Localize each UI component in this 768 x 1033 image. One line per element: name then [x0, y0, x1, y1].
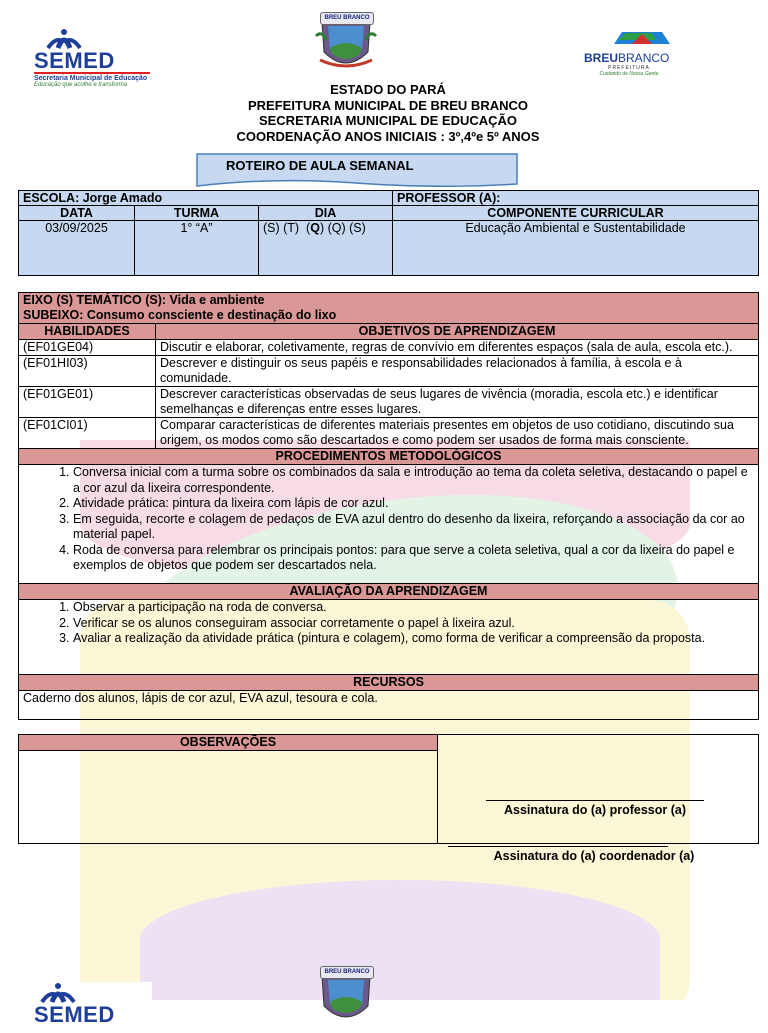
info-table — [18, 190, 759, 276]
semed-wordmark: SEMED — [34, 48, 115, 73]
table-row: (EF01GE01) Descrever características observadas de seus lugares de vivência (moradia, escola etc.) e identificar semelhanças e diferenças entre esses lugares. — [19, 387, 759, 418]
semed-logo: SEMED Secretaria Municipal de Educação Educação que acolhe e transforma — [34, 28, 150, 88]
breubranco-logo: BREUBRANCO PREFEITURA Cuidando de Nossa Gente — [584, 30, 702, 77]
plan-table — [18, 292, 759, 844]
procedimentos-list — [19, 465, 759, 584]
table-row: (EF01HI03) Descrever e distinguir os seus papéis e responsabilidades relacionados à família, à escola e à comunidade. — [19, 356, 759, 387]
coat-of-arms-icon: BREU BRANCO — [314, 12, 378, 74]
list-item: 3. Avaliar a realização da atividade prática (pintura e colagem), como forma de verificar a compreensão da proposta. — [73, 631, 754, 647]
data-value: 03/09/2025 — [19, 221, 135, 276]
professor-field: PROFESSOR (A): — [393, 191, 759, 206]
escola-field: ESCOLA: Jorge Amado — [19, 191, 393, 206]
semed-people-icon — [34, 28, 150, 50]
table-row: (EF01CI01) Comparar características de diferentes materiais presentes em objetos de uso cotidiano, discutindo sua origem, os modos como são descartados e como podem ser usados de forma mais consciente. — [19, 418, 759, 449]
subeixo: SUBEIXO: Consumo consciente e destinação do lixo — [19, 308, 759, 324]
col-turma: TURMA — [135, 206, 259, 221]
flag-icon — [612, 30, 672, 46]
observacoes-heading: OBSERVAÇÕES — [19, 735, 437, 751]
signature-professor: Assinatura do (a) professor (a) — [480, 800, 710, 817]
header-prefeitura: PREFEITURA MUNICIPAL DE BREU BRANCO — [248, 97, 528, 113]
signature-coordenador: Assinatura do (a) coordenador (a) — [448, 846, 728, 863]
list-item: 2. Verificar se os alunos conseguiram associar corretamente o papel à lixeira azul. — [73, 616, 754, 632]
list-item: 2. Atividade prática: pintura da lixeira com lápis de cor azul. — [73, 496, 754, 512]
header-state: ESTADO DO PARÁ — [330, 82, 446, 97]
eixo-tematico: EIXO (S) TEMÁTICO (S): Vida e ambiente — [19, 293, 759, 309]
recursos-heading: RECURSOS — [19, 675, 759, 691]
procedimentos-heading: PROCEDIMENTOS METODOLÓGICOS — [19, 449, 759, 465]
semed-people-icon — [28, 982, 152, 1004]
componente-value: Educação Ambiental e Sustentabilidade — [393, 221, 759, 276]
coat-of-arms-icon: BREU BRANCO — [314, 966, 378, 1028]
semed-logo-footer: SEMED — [28, 982, 152, 1026]
document-header — [0, 82, 768, 144]
list-item: 4. Roda de conversa para relembrar os principais pontos: para que serve a coleta seletiva, qual a cor da lixeira do papel e exemplos de objetos que podem ser descartados nela. — [73, 543, 754, 574]
dia-value: (S) (T) (Q) (Q) (S) — [259, 221, 393, 276]
header-coordenacao: COORDENAÇÃO ANOS INICIAIS : 3º,4ºe 5º ANOS — [236, 128, 540, 144]
table-row: (EF01GE04) Discutir e elaborar, coletivamente, regras de convívio em diferentes espaços (sala de aula, escola etc.). — [19, 340, 759, 356]
list-item: 1. Conversa inicial com a turma sobre os combinados da sala e introdução ao tema da coleta seletiva, destacando o papel e a cor azul da lixeira correspondente. — [73, 465, 754, 496]
title-banner — [196, 153, 518, 187]
avaliacao-heading: AVALIAÇÃO DA APRENDIZAGEM — [19, 584, 759, 600]
list-item: 1. Observar a participação na roda de conversa. — [73, 600, 754, 616]
turma-value: 1° “A” — [135, 221, 259, 276]
list-item: 3. Em seguida, recorte e colagem de pedaços de EVA azul dentro do desenho da lixeira, reforçando a associação da cor ao material papel. — [73, 512, 754, 543]
observacoes-block — [19, 735, 759, 844]
col-dia: DIA — [259, 206, 393, 221]
col-habilidades: HABILIDADES — [19, 324, 156, 340]
col-componente: COMPONENTE CURRICULAR — [393, 206, 759, 221]
col-objetivos: OBJETIVOS DE APRENDIZAGEM — [156, 324, 759, 340]
col-data: DATA — [19, 206, 135, 221]
page-title: ROTEIRO DE AULA SEMANAL — [226, 158, 414, 173]
avaliacao-list — [19, 600, 759, 675]
header-secretaria: SECRETARIA MUNICIPAL DE EDUCAÇÃO — [258, 113, 518, 128]
recursos-text: Caderno dos alunos, lápis de cor azul, EVA azul, tesoura e cola. — [19, 691, 759, 720]
